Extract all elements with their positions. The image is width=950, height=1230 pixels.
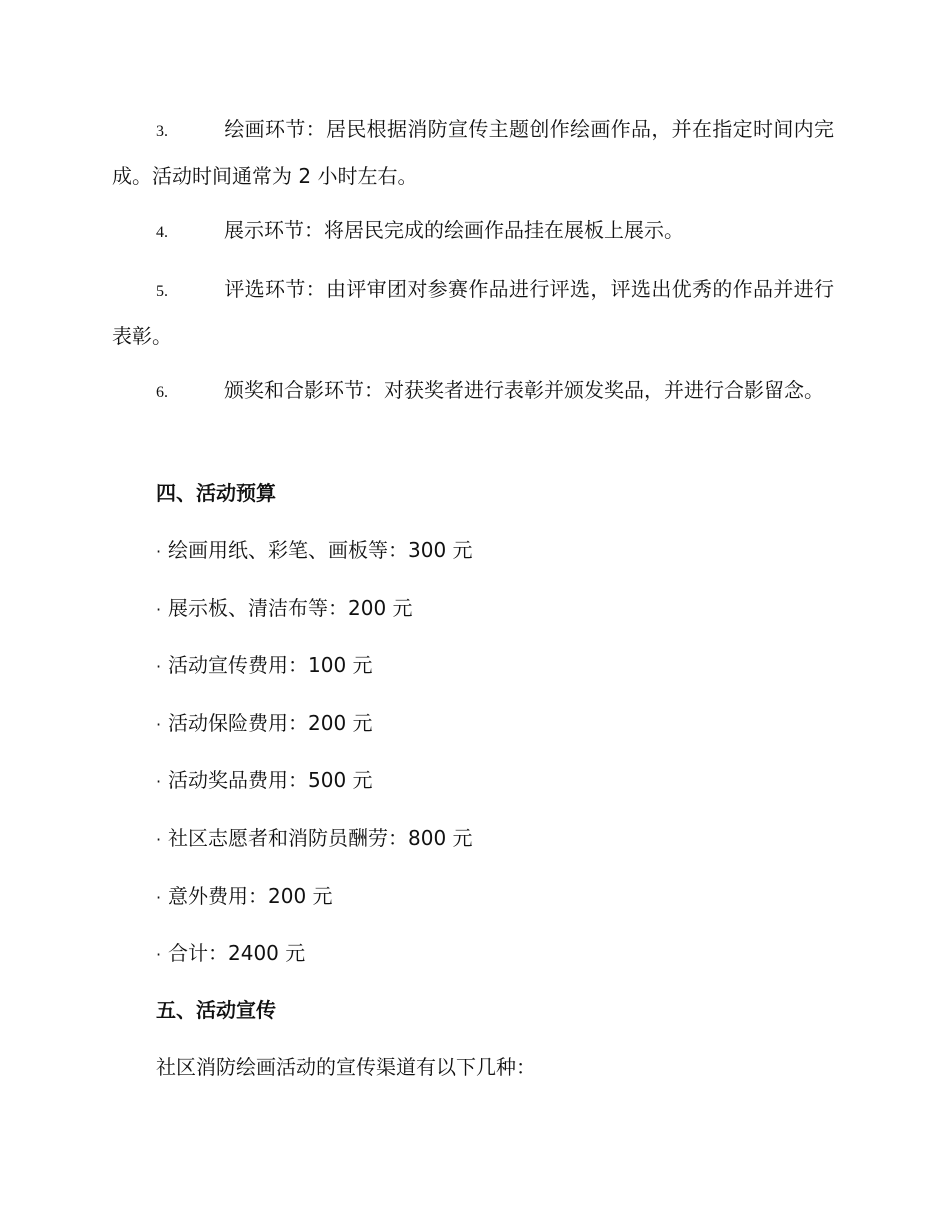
budget-item-text: 展示板、清洁布等：200 元 [168, 595, 413, 620]
budget-list [156, 535, 473, 996]
step-5-paragraph [112, 267, 834, 358]
bullet: · [156, 599, 162, 619]
budget-item-text: 意外费用：200 元 [168, 883, 333, 908]
bullet: · [156, 945, 162, 965]
budget-item-text: 活动宣传费用：100 元 [168, 653, 373, 678]
list-item [156, 708, 473, 766]
step-4-paragraph [112, 208, 834, 255]
step-text: 绘画环节：居民根据消防宣传主题创作绘画作品，并在指定时间内完成。活动时间通常为 2 小时左右。 [112, 117, 834, 188]
step-number: 4. [156, 224, 168, 241]
budget-item-text: 合计：2400 元 [168, 941, 306, 966]
list-item [156, 823, 473, 881]
step-number: 6. [156, 384, 168, 401]
bullet: · [156, 887, 162, 907]
promotion-intro: 社区消防绘画活动的宣传渠道有以下几种： [156, 1055, 536, 1079]
budget-item-text: 活动奖品费用：500 元 [168, 768, 373, 793]
list-item [156, 650, 473, 708]
list-item [156, 765, 473, 823]
step-6-paragraph [112, 368, 834, 415]
bullet: · [156, 657, 162, 677]
bullet: · [156, 542, 162, 561]
bullet: · [156, 772, 162, 792]
budget-item-text: 绘画用纸、彩笔、画板等：300 元 [168, 538, 473, 562]
bullet: · [156, 714, 162, 734]
step-text: 展示环节：将居民完成的绘画作品挂在展板上展示。 [224, 218, 684, 242]
budget-heading: 四、活动预算 [156, 481, 276, 505]
budget-item-text: 社区志愿者和消防员酬劳：800 元 [168, 825, 473, 850]
list-item [156, 593, 473, 651]
step-text: 评选环节：由评审团对参赛作品进行评选，评选出优秀的作品并进行表彰。 [112, 277, 834, 348]
promotion-heading: 五、活动宣传 [156, 998, 276, 1022]
step-3-paragraph [112, 107, 834, 198]
step-text: 颁奖和合影环节：对获奖者进行表彰并颁发奖品，并进行合影留念。 [224, 378, 824, 402]
budget-item-text: 活动保险费用：200 元 [168, 710, 373, 735]
step-number: 3. [156, 123, 168, 140]
list-item [156, 938, 473, 996]
list-item [156, 881, 473, 939]
bullet: · [156, 829, 162, 849]
list-item [156, 535, 473, 593]
step-number: 5. [156, 283, 168, 300]
